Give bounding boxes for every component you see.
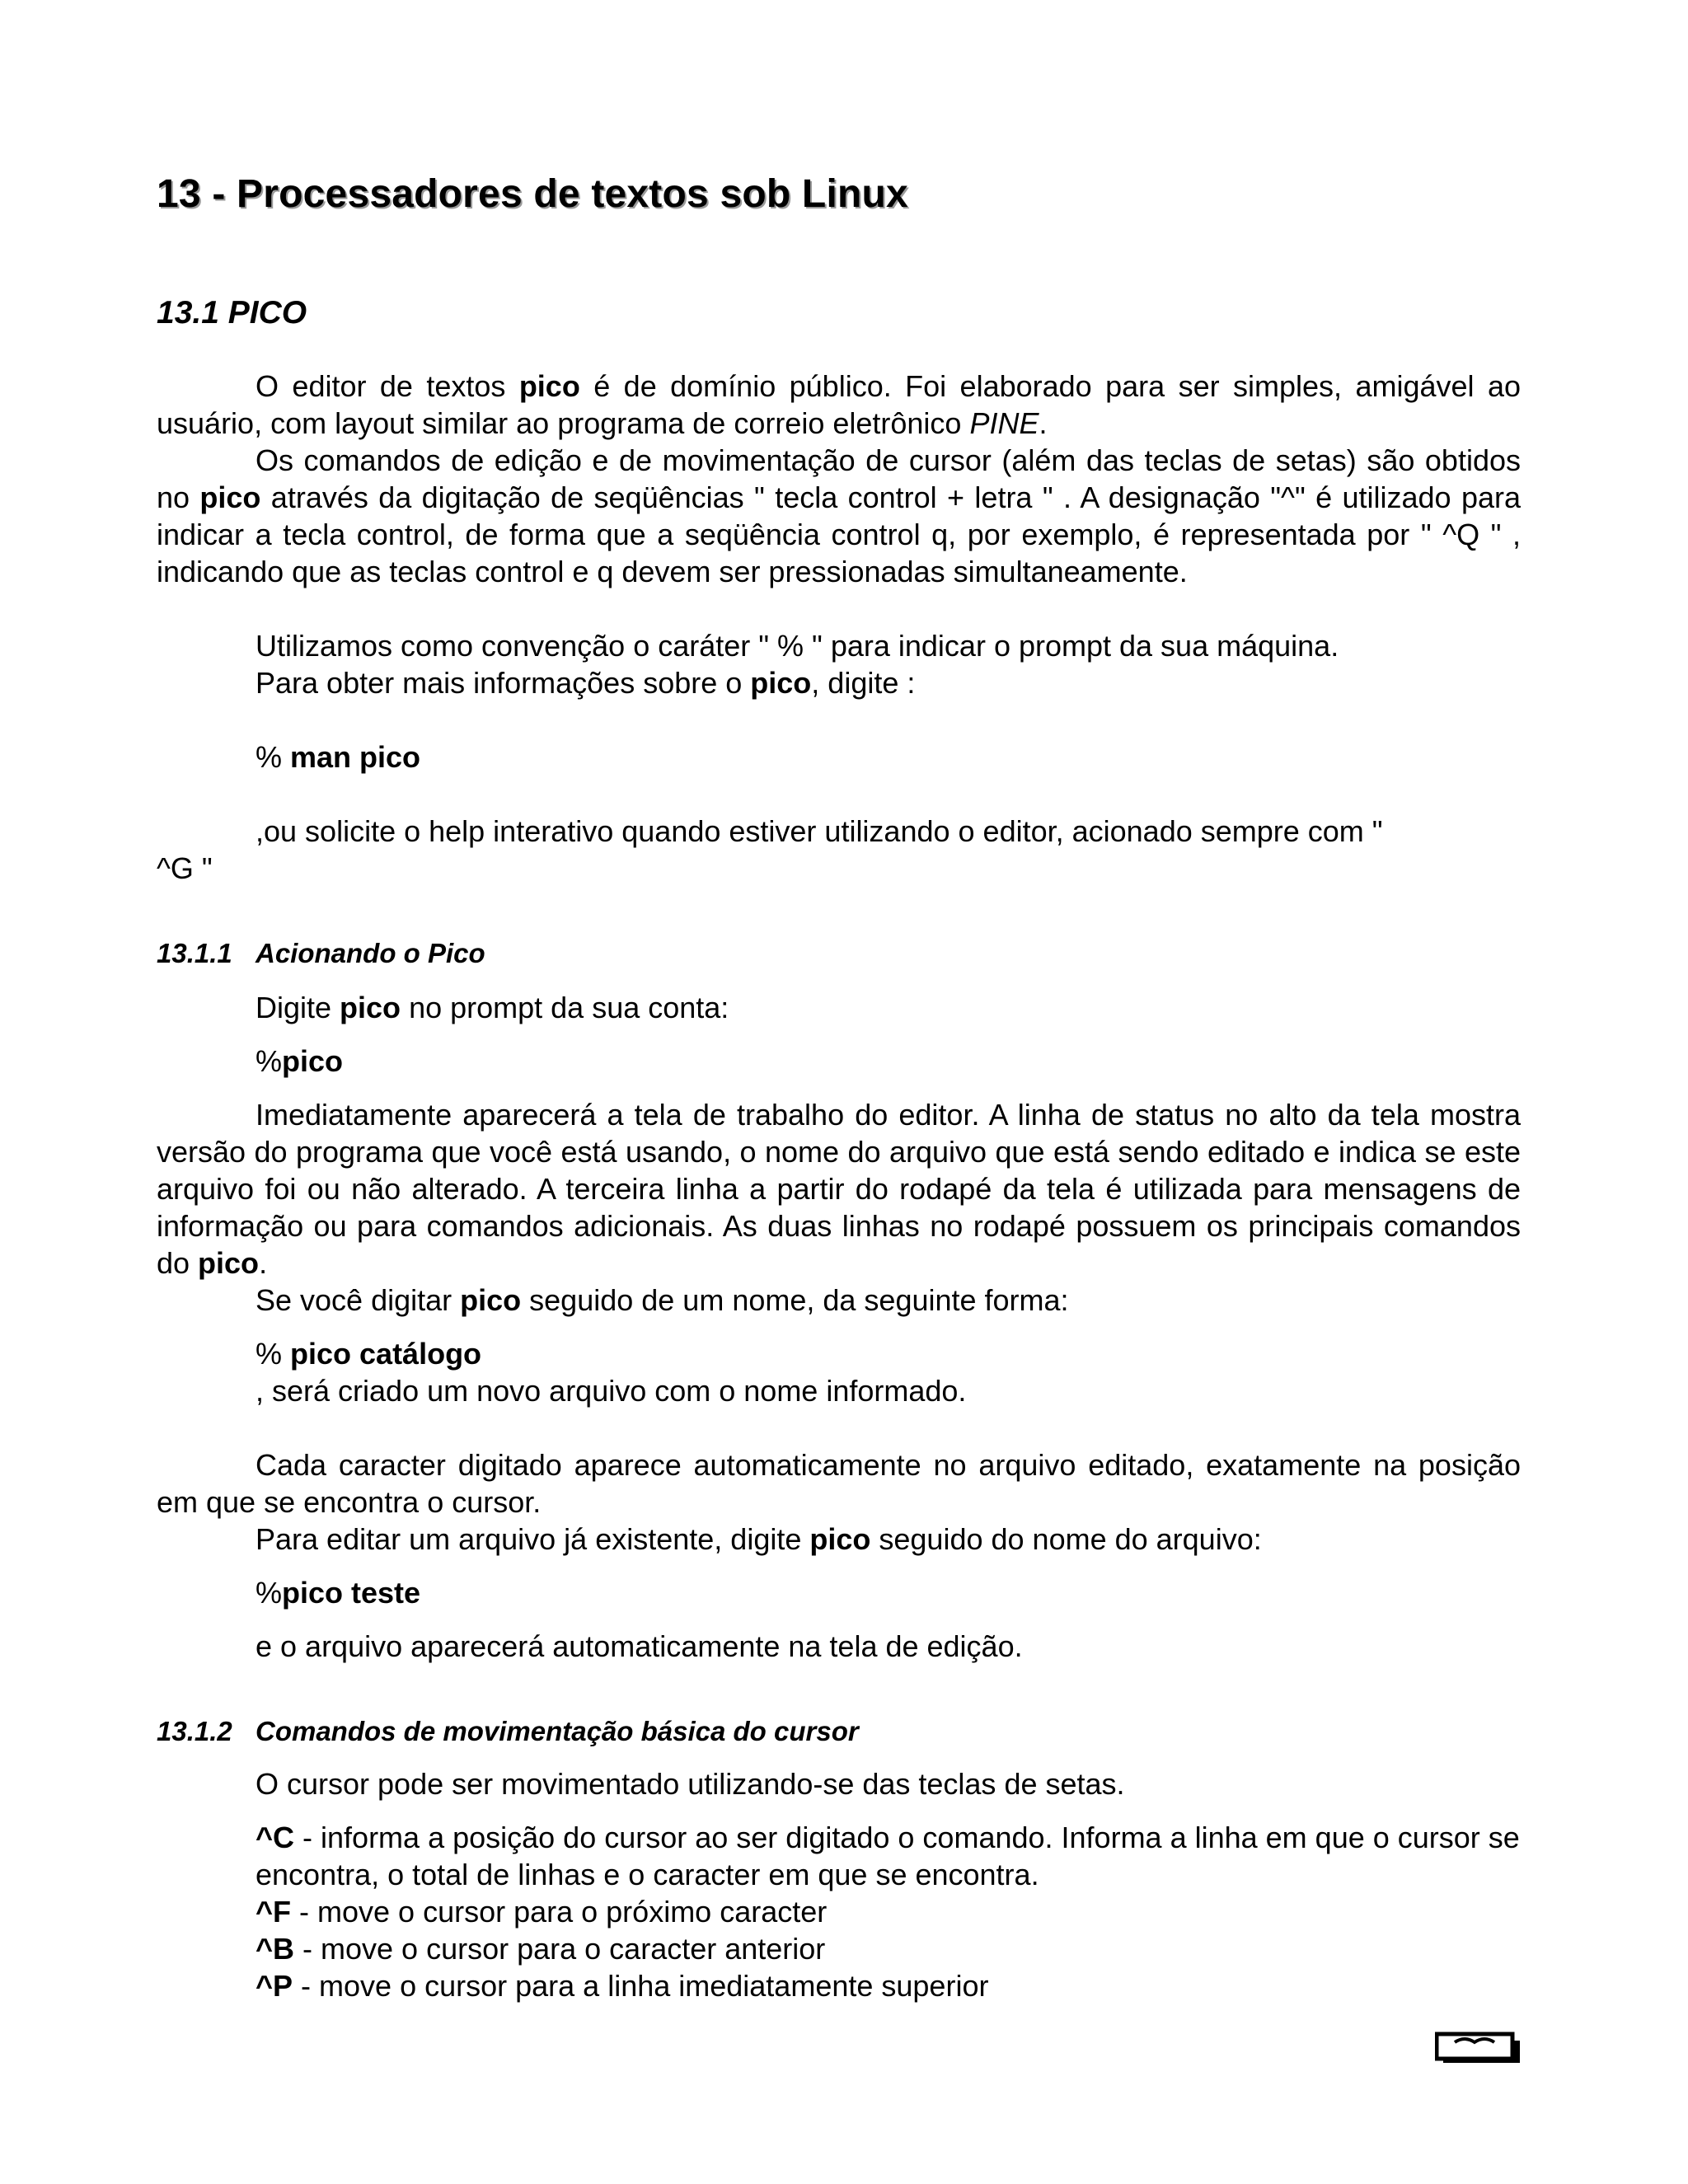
section-title: 13.1 PICO bbox=[157, 295, 307, 330]
help-line: ,ou solicite o help interativo quando estiver utilizando o editor, acionado sempre com " bbox=[256, 814, 1383, 848]
command-pico-catalogo: % pico catálogo bbox=[256, 1337, 482, 1371]
acionando-line-3: , será criado um novo arquivo com o nome informado. bbox=[256, 1374, 967, 1408]
subsection-title-comandos: 13.1.2 Comandos de movimentação básica do cursor bbox=[157, 1716, 859, 1746]
acionando-line-1: Digite pico no prompt da sua conta: bbox=[256, 991, 729, 1024]
command-item-ctrl-f: ^F - move o cursor para o próximo caracter bbox=[256, 1895, 828, 1929]
comandos-intro-line: O cursor pode ser movimentado utilizando-se das teclas de setas. bbox=[256, 1767, 1125, 1801]
acionando-line-2: Se você digitar pico seguido de um nome, da seguinte forma: bbox=[256, 1283, 1069, 1317]
command-item-ctrl-c: ^C - informa a posição do cursor ao ser digitado o comando. Informa a linha em que o cursor se encontra, o total de linhas e o caracter em que se encontra. bbox=[256, 1821, 1520, 1891]
acionando-line-4: Para editar um arquivo já existente, digite pico seguido do nome do arquivo: bbox=[256, 1522, 1262, 1556]
command-pico: %pico bbox=[256, 1044, 344, 1078]
acionando-paragraph: Imediatamente aparecerá a tela de trabalho do editor. A linha de status no alto da tela mostra versão do programa que você está usando, o nome do arquivo que está sendo editado e indica se este arquivo foi ou não alterado. A terceira linha a partir do rodapé da tela é utilizada para mensagens de informação ou para comandos adicionais. As duas linhas no rodapé possuem os principais comandos do pico. bbox=[157, 1098, 1521, 1280]
page-number-badge bbox=[1435, 2031, 1521, 2064]
command-pico-teste: %pico teste bbox=[256, 1576, 421, 1610]
help-line-continuation: ^G " bbox=[157, 851, 213, 885]
acionando-paragraph-2: Cada caracter digitado aparece automaticamente no arquivo editado, exatamente na posição em que se encontra o cursor. bbox=[157, 1448, 1521, 1519]
intro-paragraph-4: Para obter mais informações sobre o pico, digite : bbox=[256, 666, 916, 700]
intro-paragraph-1: O editor de textos pico é de domínio público. Foi elaborado para ser simples, amigável ao usuário, com layout similar ao programa de correio eletrônico PINE. bbox=[157, 369, 1521, 440]
intro-paragraph-3: Utilizamos como convenção o caráter " % " para indicar o prompt da sua máquina. bbox=[256, 629, 1339, 663]
acionando-line-5: e o arquivo aparecerá automaticamente na tela de edição. bbox=[256, 1629, 1023, 1663]
subsection-title-acionando: 13.1.1 Acionando o Pico bbox=[157, 938, 485, 968]
command-item-ctrl-b: ^B - move o cursor para o caracter anterior bbox=[256, 1932, 826, 1966]
command-item-ctrl-p: ^P - move o cursor para a linha imediatamente superior bbox=[256, 1969, 989, 2003]
chapter-title: 13 - Processadores de textos sob Linux bbox=[157, 172, 908, 216]
command-man-pico: % man pico bbox=[256, 740, 421, 774]
intro-paragraph-2: Os comandos de edição e de movimentação de cursor (além das teclas de setas) são obtidos no pico através da digitação de seqüências " tecla control + letra " . A designação "^" é utilizado para indicar a tecla control, de forma que a seqüência control q, por exemplo, é representada por " ^Q " , indicando que as teclas control e q devem ser pressionadas simultaneamente. bbox=[157, 443, 1521, 588]
